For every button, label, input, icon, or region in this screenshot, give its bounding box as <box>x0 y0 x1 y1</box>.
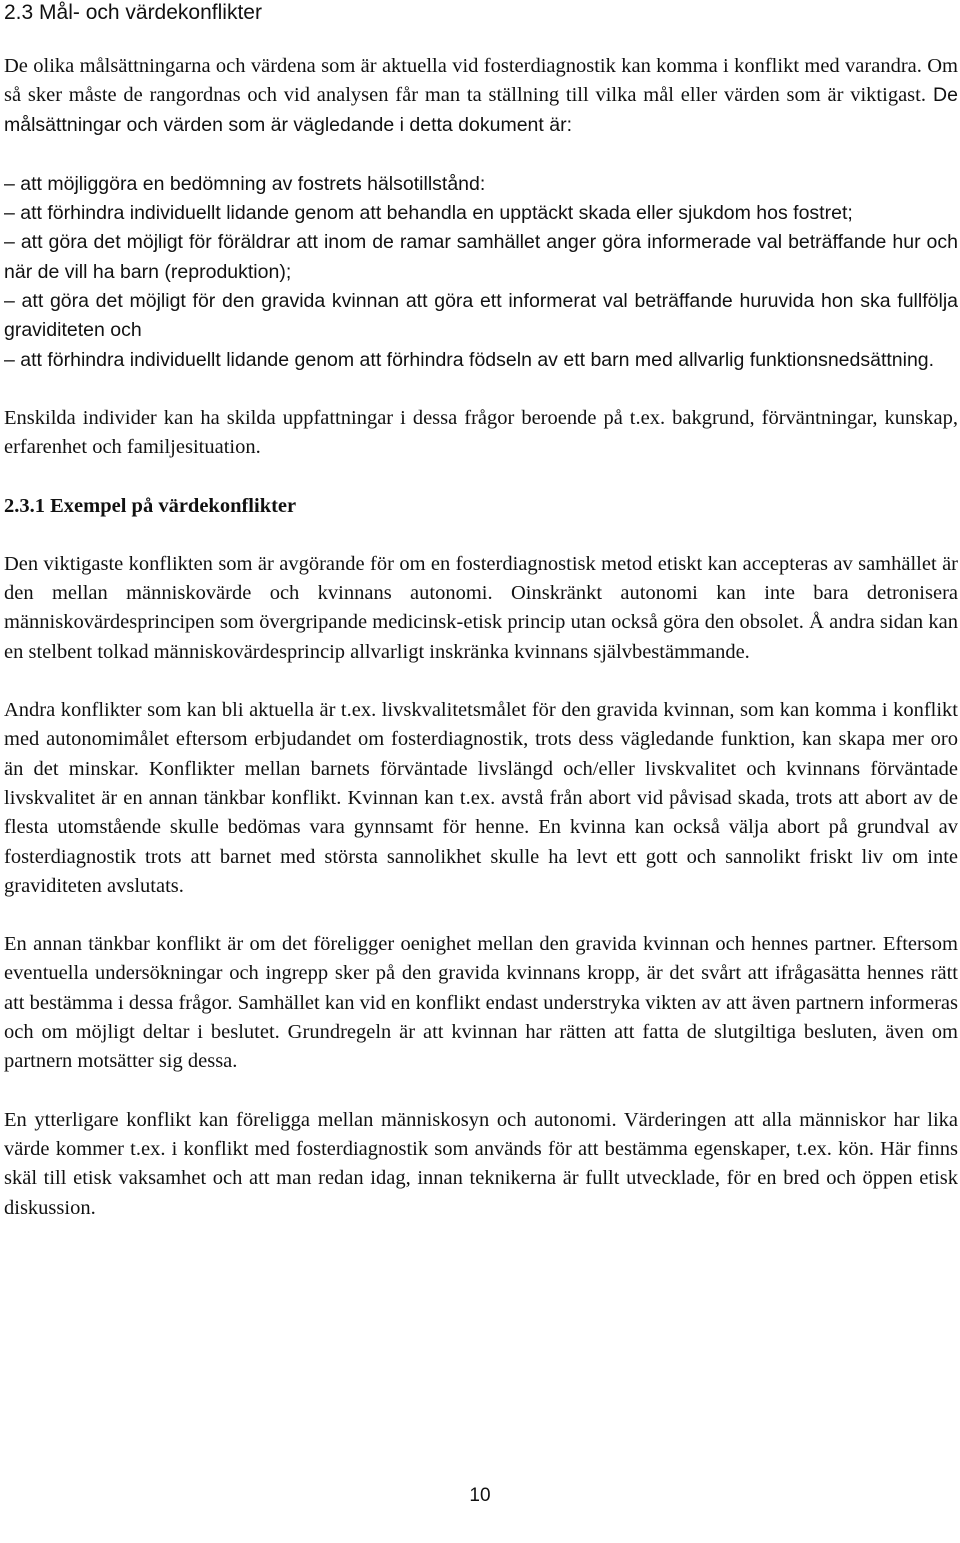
intro-text-part2: De målsättningar och värden som är vägledande i detta dokument är: <box>4 84 958 136</box>
spacer <box>4 667 958 696</box>
spacer <box>4 1077 958 1106</box>
list-item: – att göra det möjligt för den gravida kvinnan att göra ett informerat val beträffande huruvida hon ska fullfölja graviditeten och <box>4 290 958 342</box>
page-number: 10 <box>469 1485 491 1506</box>
spacer <box>4 375 958 404</box>
spacer <box>4 521 958 550</box>
subsection-heading: 2.3.1 Exempel på värdekonflikter <box>4 494 297 517</box>
body-paragraph: En ytterligare konflikt kan föreligga mellan människosyn och autonomi. Värderingen att alla människor har lika värde kommer t.ex. i konflikt med fosterdiagnostik som används för att bestämma egenskaper, t.ex. kön. Här finns skäl till etisk vaksamhet och att man redan idag, innan teknikerna är fullt utvecklade, för en bred och öppen etisk diskussion. <box>4 1108 958 1219</box>
body-paragraph: En annan tänkbar konflikt är om det föreligger oenighet mellan den gravida kvinnan och hennes partner. Eftersom eventuella undersökningar och ingrepp sker på den gravida kvinnans kropp, är det svårt att ifrågasätta hennes rätt att bestämma i dessa frågor. Samhället kan vid en konflikt endast understryka vikten av att även partnern informeras och om möjligt deltar i beslutet. Grundregeln är att kvinnan har rätten att fatta de slutgiltiga besluten, även om partnern motsätter sig dessa. <box>4 933 958 1073</box>
body-paragraph: Andra konflikter som kan bli aktuella är t.ex. livskvalitetsmålet för den gravida kvinnan, som kan komma i konflikt med autonomimålet eftersom erbjudandet om fosterdiagnostik, trots dess vägledande funktion, kan skapa mer oro än det minskar. Konflikter mellan barnets förväntade livslängd och/eller livskvalitet och kvinnans förväntade livskvalitet är en annan tänkbar konflikt. Kvinnan kan t.ex. avstå från abort vid påvisad skada, trots att abort av de flesta utomstående skulle bedömas vara gynnsamt för henne. En kvinna kan också välja abort på grundval av fosterdiagnostik trots att barnet med största sannolikhet skulle ha levt ett gott och sannolikt friskt liv om inte graviditeten avslutats. <box>4 699 958 897</box>
intro-text-part1: De olika målsättningarna och värdena som är aktuella vid fosterdiagnostik kan komma i konflikt med varandra. Om så sker måste de rangordnas och vid analysen får man ta ställning till vilka mål eller värden som är viktigast. <box>4 55 958 107</box>
spacer <box>4 901 958 930</box>
document-page <box>4 0 958 1223</box>
list-item: – att förhindra individuellt lidande genom att förhindra födseln av ett barn med allvarlig funktionsnedsättning. <box>4 348 935 371</box>
goals-list <box>4 170 958 375</box>
intro-paragraph <box>4 52 958 140</box>
spacer <box>4 463 958 492</box>
section-heading: 2.3 Mål- och värdekonflikter <box>4 1 262 24</box>
list-item: – att göra det möjligt för föräldrar att inom de ramar samhället anger göra informerade val beträffande hur och när de vill ha barn (reproduktion); <box>4 231 958 283</box>
spacer <box>4 26 958 52</box>
list-item: – att förhindra individuellt lidande genom att behandla en upptäckt skada eller sjukdom hos fostret; <box>4 202 853 225</box>
spacer <box>4 140 958 170</box>
individuals-paragraph: Enskilda individer kan ha skilda uppfattningar i dessa frågor beroende på t.ex. bakgrund, förväntningar, kunskap, erfarenhet och familjesituation. <box>4 406 958 459</box>
list-item: – att möjliggöra en bedömning av fostrets hälsotillstånd: <box>4 172 486 195</box>
body-paragraph: Den viktigaste konflikten som är avgörande för om en fosterdiagnostisk metod etiskt kan accepteras av samhället är den mellan människovärde och kvinnans autonomi. Oinskränkt autonomi kan inte bara detronisera människovärdesprincipen som övergripande medicinsk-etisk princip utan också göra den obsolet. Å andra sidan kan en stelbent tolkad människovärdesprincip allvarligt inskränka kvinnans självbestämmande. <box>4 552 958 663</box>
